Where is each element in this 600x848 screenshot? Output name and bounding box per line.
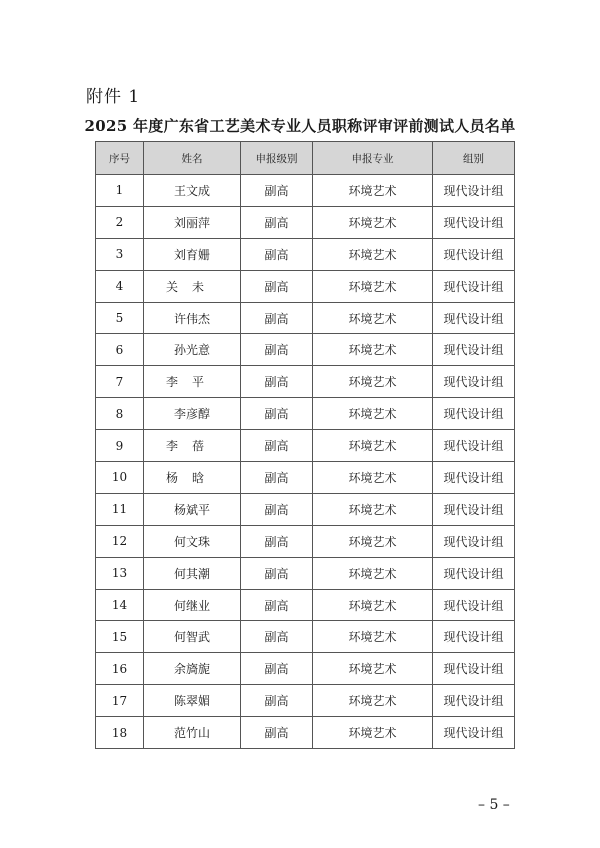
- cell-level: 副高: [241, 462, 313, 494]
- table-row: [96, 398, 515, 430]
- header-major: 申报专业: [313, 142, 433, 175]
- cell-group: 现代设计组: [433, 430, 515, 462]
- cell-name: 李彦醇: [144, 398, 241, 430]
- cell-name: 李平: [144, 366, 241, 398]
- cell-name: 李蓓: [144, 430, 241, 462]
- table-row: [96, 621, 515, 653]
- cell-level: 副高: [241, 238, 313, 270]
- cell-major: 环境艺术: [313, 238, 433, 270]
- cell-name: 范竹山: [144, 717, 241, 749]
- cell-group: 现代设计组: [433, 462, 515, 494]
- cell-level: 副高: [241, 685, 313, 717]
- cell-group: 现代设计组: [433, 589, 515, 621]
- cell-major: 环境艺术: [313, 557, 433, 589]
- cell-group: 现代设计组: [433, 238, 515, 270]
- header-level: 申报级别: [241, 142, 313, 175]
- cell-major: 环境艺术: [313, 430, 433, 462]
- header-name: 姓名: [144, 142, 241, 175]
- cell-group: 现代设计组: [433, 685, 515, 717]
- table-row: [96, 366, 515, 398]
- cell-name: 许伟杰: [144, 302, 241, 334]
- table-row: [96, 430, 515, 462]
- cell-name: 王文成: [144, 175, 241, 207]
- cell-group: 现代设计组: [433, 270, 515, 302]
- cell-group: 现代设计组: [433, 302, 515, 334]
- cell-serial-number: 7: [96, 366, 144, 398]
- cell-major: 环境艺术: [313, 334, 433, 366]
- cell-level: 副高: [241, 621, 313, 653]
- table-row: [96, 653, 515, 685]
- cell-level: 副高: [241, 302, 313, 334]
- candidate-table: [95, 141, 515, 749]
- cell-serial-number: 5: [96, 302, 144, 334]
- cell-major: 环境艺术: [313, 175, 433, 207]
- cell-name: 刘丽萍: [144, 206, 241, 238]
- cell-group: 现代设计组: [433, 334, 515, 366]
- cell-serial-number: 3: [96, 238, 144, 270]
- cell-level: 副高: [241, 270, 313, 302]
- cell-group: 现代设计组: [433, 175, 515, 207]
- cell-serial-number: 6: [96, 334, 144, 366]
- cell-major: 环境艺术: [313, 685, 433, 717]
- cell-serial-number: 15: [96, 621, 144, 653]
- table-header-row: [96, 142, 515, 175]
- cell-serial-number: 1: [96, 175, 144, 207]
- table-row: [96, 462, 515, 494]
- cell-major: 环境艺术: [313, 270, 433, 302]
- cell-serial-number: 13: [96, 557, 144, 589]
- cell-major: 环境艺术: [313, 493, 433, 525]
- cell-major: 环境艺术: [313, 589, 433, 621]
- table-row: [96, 302, 515, 334]
- cell-level: 副高: [241, 717, 313, 749]
- cell-group: 现代设计组: [433, 366, 515, 398]
- cell-major: 环境艺术: [313, 621, 433, 653]
- cell-serial-number: 8: [96, 398, 144, 430]
- table-row: [96, 557, 515, 589]
- cell-group: 现代设计组: [433, 621, 515, 653]
- cell-serial-number: 2: [96, 206, 144, 238]
- cell-name: 孙光意: [144, 334, 241, 366]
- cell-name: 刘育姗: [144, 238, 241, 270]
- cell-level: 副高: [241, 525, 313, 557]
- cell-name: 何其潮: [144, 557, 241, 589]
- cell-level: 副高: [241, 430, 313, 462]
- cell-serial-number: 10: [96, 462, 144, 494]
- cell-level: 副高: [241, 206, 313, 238]
- cell-serial-number: 18: [96, 717, 144, 749]
- cell-serial-number: 17: [96, 685, 144, 717]
- header-group: 组别: [433, 142, 515, 175]
- cell-level: 副高: [241, 334, 313, 366]
- page-number: – 5 –: [478, 797, 510, 813]
- cell-level: 副高: [241, 175, 313, 207]
- cell-name: 何继业: [144, 589, 241, 621]
- cell-name: 关未: [144, 270, 241, 302]
- cell-level: 副高: [241, 493, 313, 525]
- cell-level: 副高: [241, 398, 313, 430]
- document-title: 2025 年度广东省工艺美术专业人员职称评审评前测试人员名单: [84, 117, 516, 135]
- table-row: [96, 717, 515, 749]
- cell-group: 现代设计组: [433, 557, 515, 589]
- cell-group: 现代设计组: [433, 525, 515, 557]
- cell-serial-number: 4: [96, 270, 144, 302]
- cell-name: 何文珠: [144, 525, 241, 557]
- cell-serial-number: 11: [96, 493, 144, 525]
- cell-major: 环境艺术: [313, 462, 433, 494]
- cell-major: 环境艺术: [313, 653, 433, 685]
- cell-name: 余旖旎: [144, 653, 241, 685]
- cell-group: 现代设计组: [433, 206, 515, 238]
- cell-level: 副高: [241, 366, 313, 398]
- cell-name: 何智武: [144, 621, 241, 653]
- cell-major: 环境艺术: [313, 366, 433, 398]
- cell-serial-number: 12: [96, 525, 144, 557]
- cell-serial-number: 14: [96, 589, 144, 621]
- cell-group: 现代设计组: [433, 717, 515, 749]
- cell-name: 陈翠媚: [144, 685, 241, 717]
- cell-major: 环境艺术: [313, 302, 433, 334]
- cell-major: 环境艺术: [313, 525, 433, 557]
- cell-serial-number: 9: [96, 430, 144, 462]
- header-serial-number: 序号: [96, 142, 144, 175]
- cell-group: 现代设计组: [433, 653, 515, 685]
- cell-name: 杨斌平: [144, 493, 241, 525]
- attachment-label: 附件 1: [86, 87, 141, 107]
- cell-level: 副高: [241, 557, 313, 589]
- cell-major: 环境艺术: [313, 717, 433, 749]
- table-row: [96, 238, 515, 270]
- cell-major: 环境艺术: [313, 206, 433, 238]
- cell-group: 现代设计组: [433, 493, 515, 525]
- table-row: [96, 589, 515, 621]
- table-row: [96, 685, 515, 717]
- cell-name: 杨晗: [144, 462, 241, 494]
- cell-serial-number: 16: [96, 653, 144, 685]
- cell-level: 副高: [241, 653, 313, 685]
- cell-level: 副高: [241, 589, 313, 621]
- table-row: [96, 525, 515, 557]
- cell-major: 环境艺术: [313, 398, 433, 430]
- table-row: [96, 175, 515, 207]
- table-row: [96, 270, 515, 302]
- cell-group: 现代设计组: [433, 398, 515, 430]
- table-row: [96, 493, 515, 525]
- table-row: [96, 206, 515, 238]
- table-row: [96, 334, 515, 366]
